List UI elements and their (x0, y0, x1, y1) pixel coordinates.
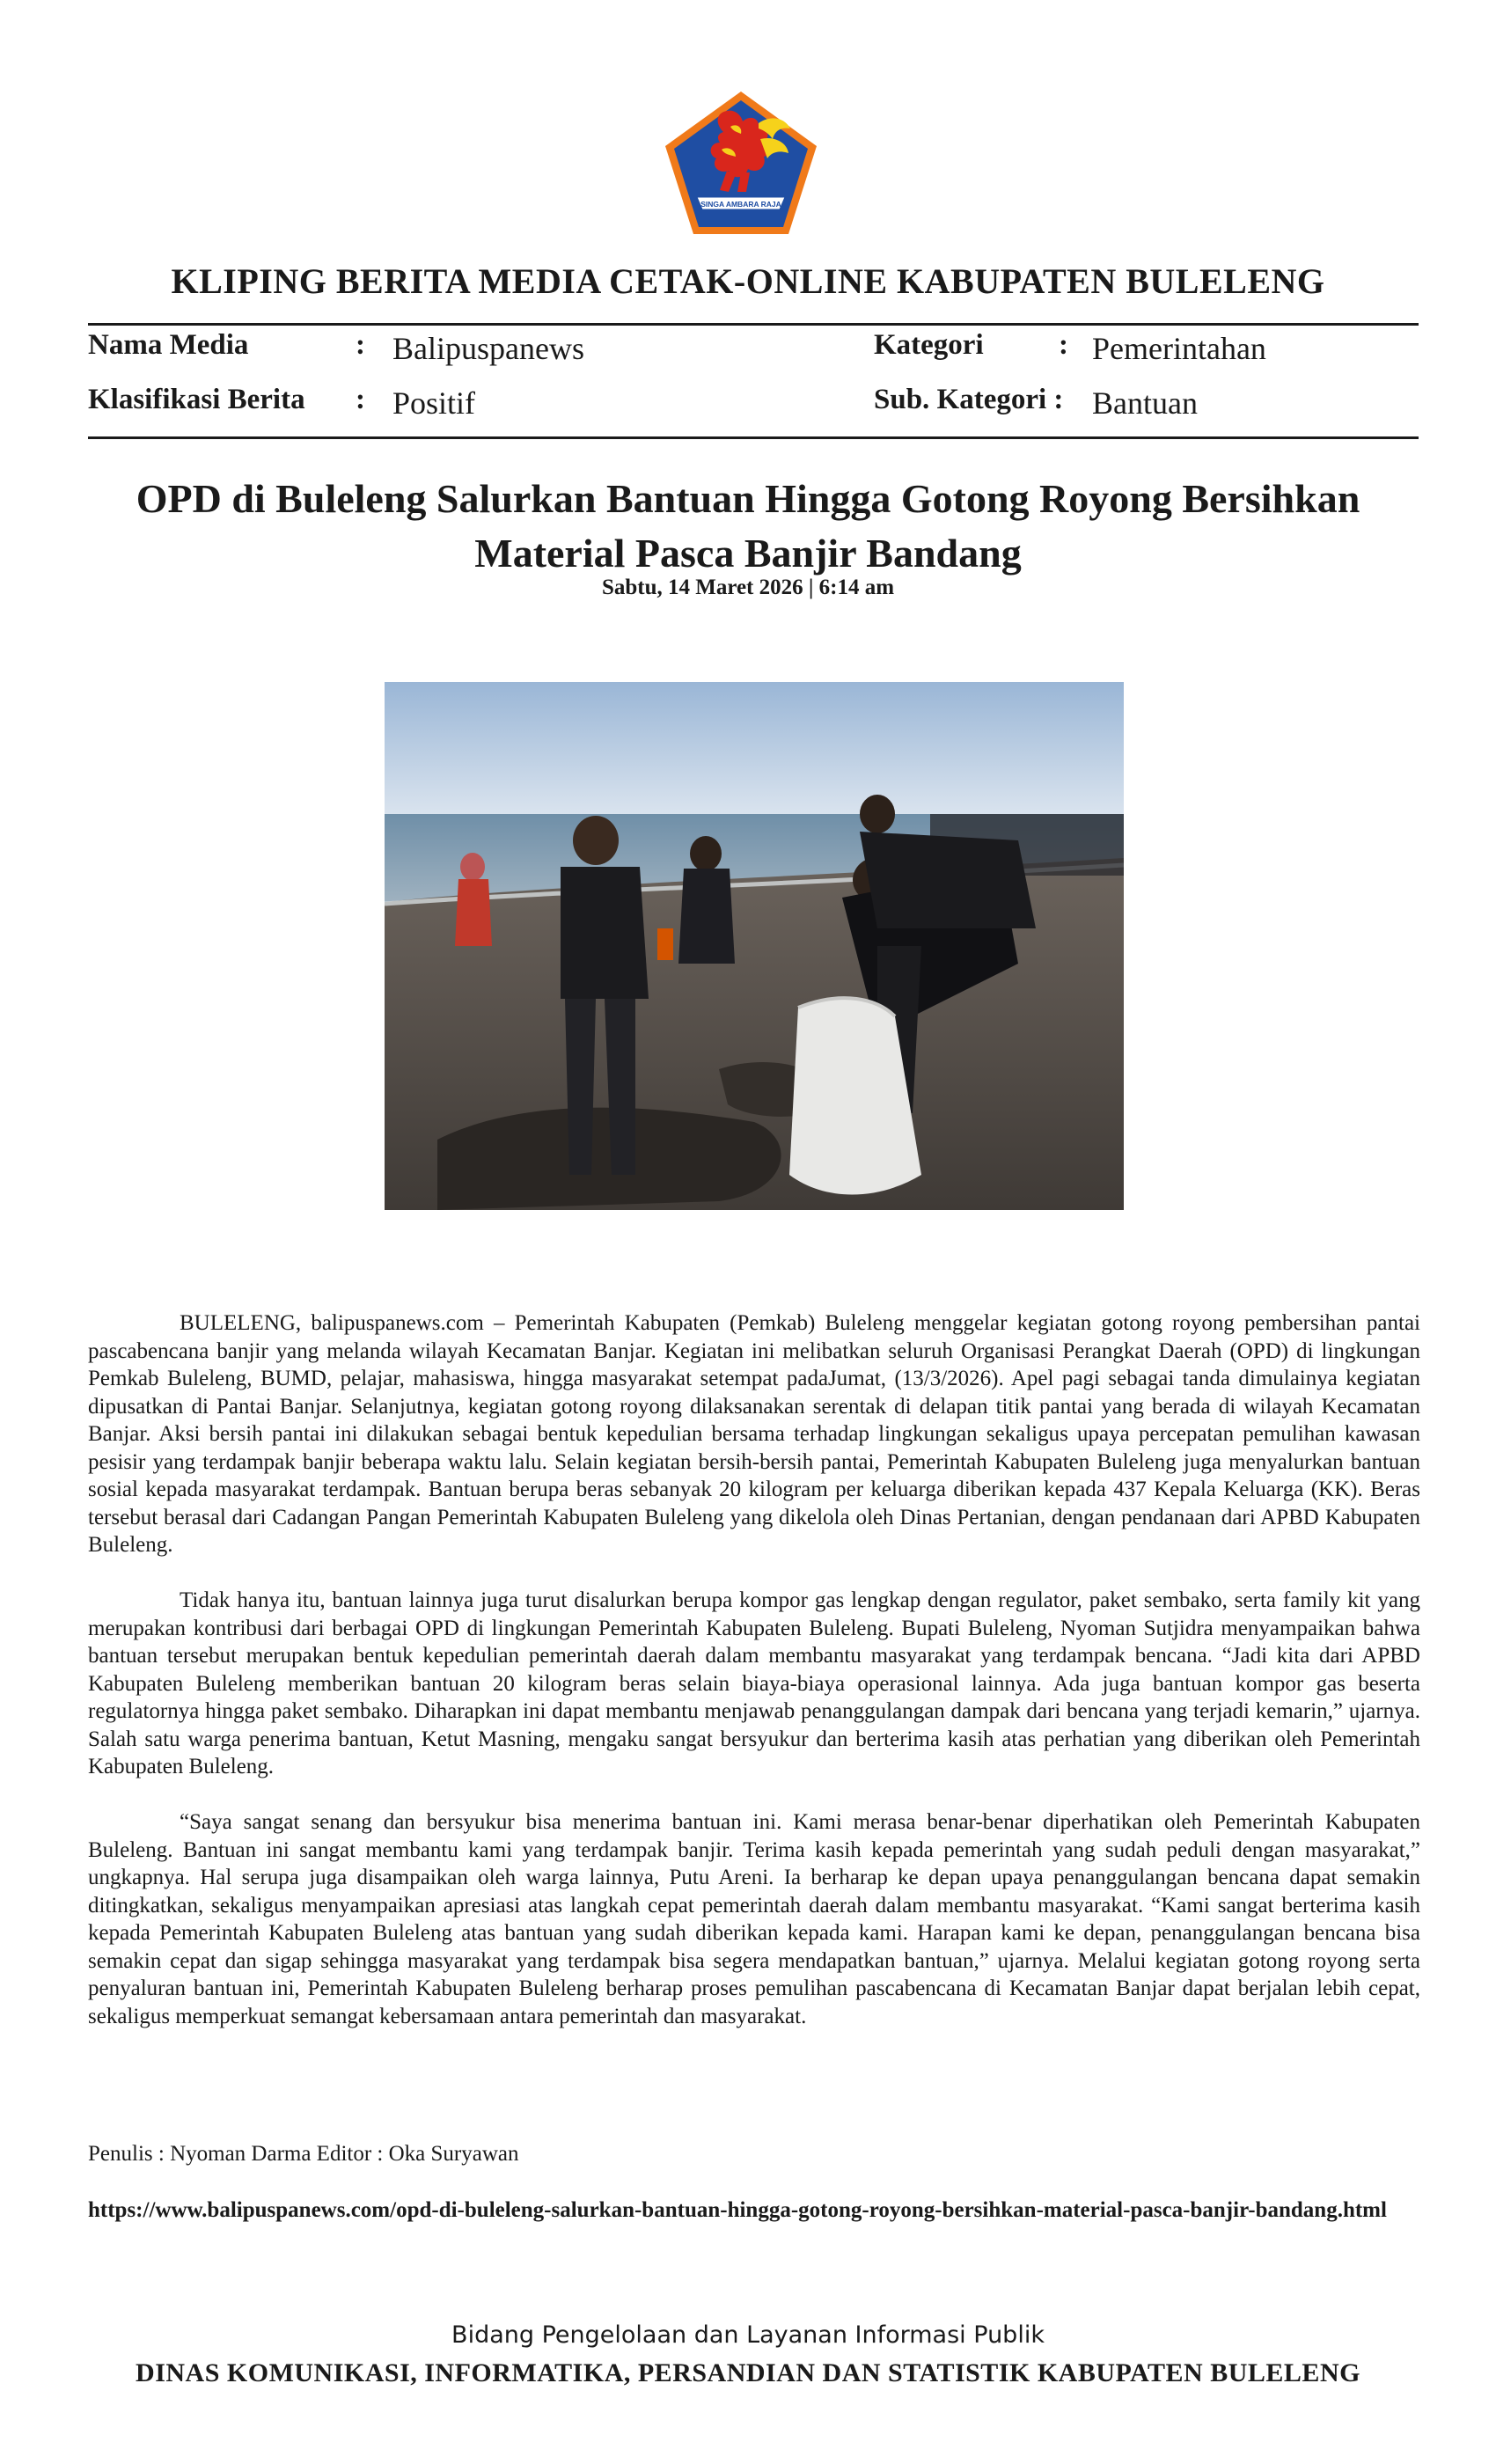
media-label: Nama Media (88, 329, 249, 361)
subkategori-label: Sub. Kategori : (874, 384, 1064, 415)
headline-line-2: Material Pasca Banjir Bandang (474, 531, 1022, 576)
article-photo (385, 682, 1124, 1210)
subkategori-value: Bantuan (1092, 385, 1198, 421)
headline-line-1: OPD di Buleleng Salurkan Bantuan Hingga Gotong Royong Bersihkan (136, 476, 1360, 521)
clipping-title: KLIPING BERITA MEDIA CETAK-ONLINE KABUPATEN BULELENG (171, 261, 1325, 301)
divider-top (88, 323, 1419, 326)
klasifikasi-value: Positif (392, 385, 476, 421)
footer-department: Bidang Pengelolaan dan Layanan Informasi Publik (451, 2321, 1045, 2349)
kategori-value: Pemerintahan (1092, 331, 1266, 366)
article-paragraph-2: Tidak hanya itu, bantuan lainnya juga turut disalurkan berupa kompor gas lengkap dengan regulator, paket sembako, serta family kit yang merupakan kontribusi dari berbagai OPD di lingkungan Pemerintah Kabupaten Buleleng. Bupati Buleleng, Nyoman Sutjidra menyampaikan bahwa bantuan tersebut merupakan bentuk kepedulian pemerintah daerah dalam membantu masyarakat yang terdampak bencana. “Jadi kita dari APBD Kabupaten Buleleng memberikan bantuan 20 kilogram beras selain biaya-biaya operasional lainnya. Ada juga bantuan kompor gas beserta regulatornya hingga paket sembako. Diharapkan ini dapat membantu menjawab penanggulangan dampak dari bencana yang terjadi kemarin,” ujarnya. Salah satu warga penerima bantuan, Ketut Masning, mengaku sangat bersyukur dan berterima kasih atas perhatian yang diberikan oleh Pemerintah Kabupaten Buleleng. (88, 1588, 1420, 1778)
klasifikasi-colon: : (356, 384, 365, 415)
media-colon: : (356, 329, 365, 361)
divider-bottom (88, 436, 1419, 439)
article-headline (88, 472, 1408, 581)
article-paragraph-1: BULELENG, balipuspanews.com – Pemerintah Kabupaten (Pemkab) Buleleng menggelar kegiatan gotong royong pembersihan pantai pascabencana banjir yang melanda wilayah Kecamatan Banjar. Kegiatan ini melibatkan seluruh Organisasi Perangkat Daerah (OPD) di lingkungan Pemkab Buleleng, BUMD, pelajar, mahasiswa, hingga masyarakat setempat padaJumat, (13/3/2026). Apel pagi sebagai tanda dimulainya kegiatan dipusatkan di Pantai Banjar. Selanjutnya, kegiatan gotong royong dilaksanakan serentak di delapan titik pantai yang berada di wilayah Kecamatan Banjar. Aksi bersih pantai ini dilakukan sebagai bentuk kepedulian bersama terhadap lingkungan sekaligus upaya percepatan pemulihan kawasan pesisir yang terdampak banjir beberapa waktu lalu. Selain kegiatan bersih-bersih pantai, Pemerintah Kabupaten Buleleng juga menyalurkan bantuan sosial kepada masyarakat terdampak. Bantuan berupa beras sebanyak 20 kilogram per keluarga diberikan kepada 437 Kepala Keluarga (KK). Beras tersebut berasal dari Cadangan Pangan Pemerintah Kabupaten Buleleng yang dikelola oleh Dinas Pertanian, dengan pendanaan dari APBD Kabupaten Buleleng. (88, 1311, 1420, 1557)
kategori-label: Kategori (874, 329, 984, 361)
article-body (88, 1309, 1420, 2058)
article-paragraph-3: “Saya sangat senang dan bersyukur bisa menerima bantuan ini. Kami merasa benar-benar diperhatikan oleh Pemerintah Kabupaten Buleleng. Bantuan ini sangat membantu kami yang terdampak banjir. Terima kasih kepada pemerintah yang sudah peduli dengan masyarakat,” ungkapnya. Hal serupa juga disampaikan oleh warga lainnya, Putu Areni. Ia berharap ke depan upaya penanggulangan bencana dapat semakin ditingkatkan, sekaligus menyampaikan apresiasi atas langkah cepat pemerintah daerah dalam membantu masyarakat. “Kami sangat berterima kasih kepada Pemerintah Kabupaten Buleleng atas bantuan yang sudah diberikan kepada kami. Harapan kami ke depan, penanggulangan bencana bisa semakin cepat dan sigap sehingga masyarakat yang terdampak bisa segera mendapatkan bantuan,” ujarnya. Melalui kegiatan gotong royong serta penyaluran bantuan ini, Pemerintah Kabupaten Buleleng berharap proses pemulihan pascabencana di Kecamatan Banjar dapat berjalan lebih cepat, sekaligus memperkuat semangat kebersamaan antara pemerintah dan masyarakat. (88, 1810, 1420, 2028)
buleleng-emblem-icon (662, 88, 820, 238)
kategori-colon: : (1059, 329, 1068, 361)
article-url-link[interactable]: https://www.balipuspanews.com/opd-di-buleleng-salurkan-bantuan-hingga-gotong-royong-bersihkan-material-pasca-banjir-bandang.html (88, 2198, 1387, 2222)
media-value: Balipuspanews (392, 331, 584, 366)
klasifikasi-label: Klasifikasi Berita (88, 384, 305, 415)
footer-agency: DINAS KOMUNIKASI, INFORMATIKA, PERSANDIAN DAN STATISTIK KABUPATEN BULELENG (136, 2358, 1360, 2387)
emblem-motto: SINGA AMBARA RAJA (700, 200, 781, 209)
article-dateline: Sabtu, 14 Maret 2026 | 6:14 am (601, 576, 895, 599)
article-credits: Penulis : Nyoman Darma Editor : Oka Suryawan (88, 2142, 519, 2166)
